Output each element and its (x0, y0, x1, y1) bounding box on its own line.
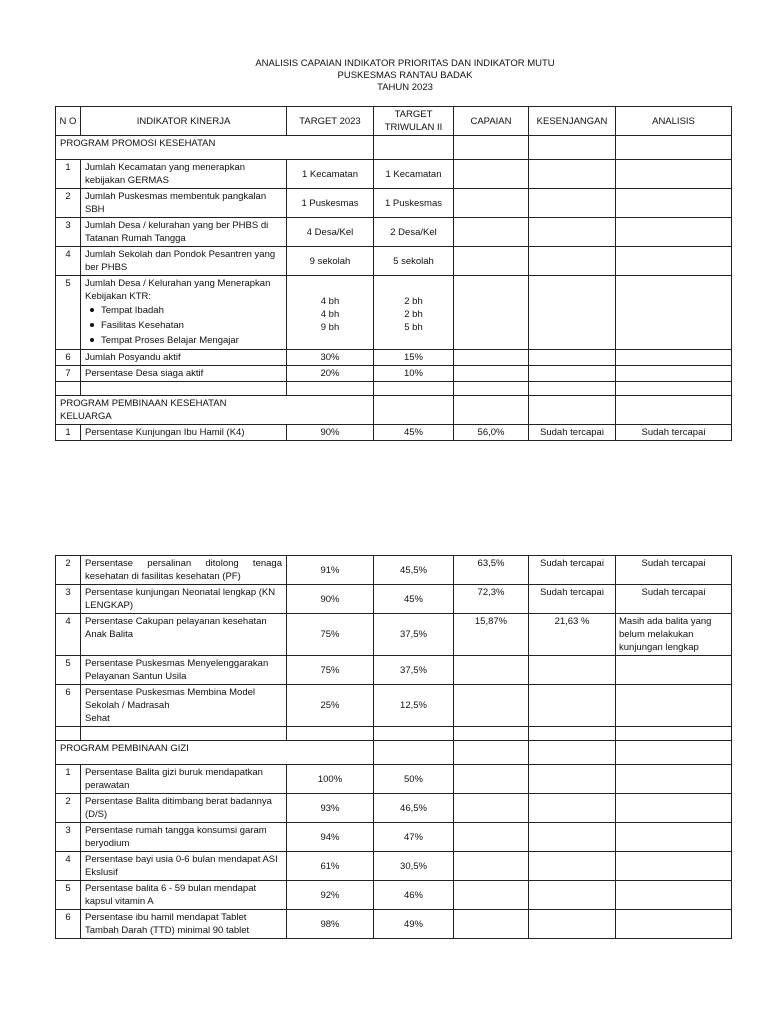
row-triwulan: 2 bh 2 bh 5 bh (374, 276, 454, 350)
row-target: 9 sekolah (287, 247, 374, 276)
row-target: 4 bh 4 bh 9 bh (287, 276, 374, 350)
row-target: 20% (287, 366, 374, 382)
col-header-capaian: CAPAIAN (454, 107, 529, 136)
indikator-table-page-2 (55, 555, 732, 939)
row-triwulan: 49% (374, 910, 454, 939)
row-no: 6 (56, 685, 81, 727)
row-no: 4 (56, 247, 81, 276)
row-triwulan: 1 Puskesmas (374, 189, 454, 218)
empty-row (56, 382, 732, 396)
row-no: 7 (56, 366, 81, 382)
document-title (55, 58, 755, 94)
list-item: Tempat Proses Belajar Mengajar (101, 333, 282, 348)
row-no: 2 (56, 794, 81, 823)
row-indikator: Jumlah Sekolah dan Pondok Pesantren yang ber PHBS (81, 247, 287, 276)
table-row (56, 585, 732, 614)
table-row (56, 366, 732, 382)
row-indikator: Persentase ibu hamil mendapat Tablet Tambah Darah (TTD) minimal 90 tablet (81, 910, 287, 939)
table-row (56, 276, 732, 350)
row-no: 1 (56, 425, 81, 441)
row-triwulan: 46,5% (374, 794, 454, 823)
row-indikator: Persentase balita 6 - 59 bulan mendapat kapsul vitamin A (81, 881, 287, 910)
table-row (56, 823, 732, 852)
row-capaian: 63,5% (454, 556, 529, 585)
row-no: 6 (56, 350, 81, 366)
table-row (56, 910, 732, 939)
ktr-heading: Jumlah Desa / Kelurahan yang Menerapkan Kebijakan KTR: (85, 278, 271, 302)
row-triwulan: 37,5% (374, 614, 454, 656)
row-indikator: Persentase Desa siaga aktif (81, 366, 287, 382)
row-analisis: Sudah tercapai (616, 585, 732, 614)
row-analisis: Sudah tercapai (616, 556, 732, 585)
row-no: 4 (56, 614, 81, 656)
row-target: 1 Kecamatan (287, 160, 374, 189)
table-row (56, 614, 732, 656)
col-header-target-triwulan: TARGET TRIWULAN II (374, 107, 454, 136)
row-target: 94% (287, 823, 374, 852)
row-target: 90% (287, 585, 374, 614)
row-target: 30% (287, 350, 374, 366)
row-indikator: Persentase Puskesmas Menyelenggarakan Pelayanan Santun Usila (81, 656, 287, 685)
row-indikator: Persentase persalinan ditolong tenaga kesehatan di fasilitas kesehatan (PF) (81, 556, 287, 585)
table-row (56, 350, 732, 366)
row-no: 5 (56, 881, 81, 910)
row-target: 92% (287, 881, 374, 910)
row-triwulan: 5 sekolah (374, 247, 454, 276)
row-target: 75% (287, 614, 374, 656)
row-indikator: Jumlah Desa / kelurahan yang ber PHBS di Tatanan Rumah Tangga (81, 218, 287, 247)
row-triwulan: 46% (374, 881, 454, 910)
row-no: 4 (56, 852, 81, 881)
row-target: 98% (287, 910, 374, 939)
section-row (56, 741, 732, 765)
row-capaian: 15,87% (454, 614, 529, 656)
section-row (56, 136, 732, 160)
section-title-gizi: PROGRAM PEMBINAAN GIZI (56, 741, 374, 765)
table-row (56, 218, 732, 247)
row-triwulan: 45% (374, 585, 454, 614)
col-header-kesenjangan: KESENJANGAN (529, 107, 616, 136)
list-item: Fasilitas Kesehatan (101, 318, 282, 333)
row-no: 5 (56, 656, 81, 685)
row-indikator: Jumlah Kecamatan yang menerapkan kebijakan GERMAS (81, 160, 287, 189)
row-no: 2 (56, 556, 81, 585)
table-row (56, 189, 732, 218)
row-indikator: Persentase Cakupan pelayanan kesehatan Anak Balita (81, 614, 287, 656)
row-triwulan: 1 Kecamatan (374, 160, 454, 189)
row-analisis: Sudah tercapai (616, 425, 732, 441)
table-row (56, 247, 732, 276)
row-triwulan: 10% (374, 366, 454, 382)
row-indikator: Persentase rumah tangga konsumsi garam beryodium (81, 823, 287, 852)
row-kesenjangan: 21,63 % (529, 614, 616, 656)
row-analisis: Masih ada balita yang belum melakukan kunjungan lengkap (616, 614, 732, 656)
table-row (56, 425, 732, 441)
table-row (56, 765, 732, 794)
row-kesenjangan: Sudah tercapai (529, 585, 616, 614)
row-target: 91% (287, 556, 374, 585)
row-indikator: Persentase Balita ditimbang berat badannya (D/S) (81, 794, 287, 823)
row-target: 75% (287, 656, 374, 685)
row-triwulan: 30,5% (374, 852, 454, 881)
row-indikator: Persentase Balita gizi buruk mendapatkan perawatan (81, 765, 287, 794)
list-item: Tempat Ibadah (101, 303, 282, 318)
table-row (56, 160, 732, 189)
table-row (56, 852, 732, 881)
row-kesenjangan: Sudah tercapai (529, 556, 616, 585)
row-triwulan: 45% (374, 425, 454, 441)
row-no: 1 (56, 765, 81, 794)
row-target: 93% (287, 794, 374, 823)
table-row (56, 794, 732, 823)
row-no: 6 (56, 910, 81, 939)
row-no: 3 (56, 218, 81, 247)
row-indikator: Jumlah Puskesmas membentuk pangkalan SBH (81, 189, 287, 218)
row-capaian: 56,0% (454, 425, 529, 441)
table-row (56, 685, 732, 727)
row-no: 1 (56, 160, 81, 189)
row-triwulan: 47% (374, 823, 454, 852)
row-indikator: Persentase kunjungan Neonatal lengkap (KN LENGKAP) (81, 585, 287, 614)
row-indikator (81, 276, 287, 350)
row-triwulan: 12,5% (374, 685, 454, 727)
row-no: 2 (56, 189, 81, 218)
row-triwulan: 2 Desa/Kel (374, 218, 454, 247)
col-header-indikator: INDIKATOR KINERJA (81, 107, 287, 136)
title-line-2: PUSKESMAS RANTAU BADAK (337, 70, 473, 81)
row-triwulan: 50% (374, 765, 454, 794)
title-line-1: ANALISIS CAPAIAN INDIKATOR PRIORITAS DAN INDIKATOR MUTU (255, 58, 555, 69)
row-indikator: Persentase Puskesmas Membina Model Sekolah / Madrasah Sehat (81, 685, 287, 727)
table-row (56, 656, 732, 685)
section-title-keluarga: PROGRAM PEMBINAAN KESEHATAN KELUARGA (56, 396, 374, 425)
row-indikator: Jumlah Posyandu aktif (81, 350, 287, 366)
row-capaian: 72,3% (454, 585, 529, 614)
col-header-target-2023: TARGET 2023 (287, 107, 374, 136)
row-no: 3 (56, 585, 81, 614)
row-no: 5 (56, 276, 81, 350)
row-target: 90% (287, 425, 374, 441)
row-indikator: Persentase bayi usia 0-6 bulan mendapat ASI Ekslusif (81, 852, 287, 881)
row-target: 61% (287, 852, 374, 881)
row-triwulan: 45,5% (374, 556, 454, 585)
row-target: 25% (287, 685, 374, 727)
table-row (56, 556, 732, 585)
row-triwulan: 15% (374, 350, 454, 366)
section-row (56, 396, 732, 425)
row-triwulan: 37,5% (374, 656, 454, 685)
row-indikator: Persentase Kunjungan Ibu Hamil (K4) (81, 425, 287, 441)
col-header-analisis: ANALISIS (616, 107, 732, 136)
indikator-table-page-1 (55, 106, 732, 441)
section-title-promosi: PROGRAM PROMOSI KESEHATAN (56, 136, 374, 160)
title-line-3: TAHUN 2023 (377, 82, 433, 93)
row-target: 100% (287, 765, 374, 794)
row-target: 4 Desa/Kel (287, 218, 374, 247)
row-no: 3 (56, 823, 81, 852)
table-header-row (56, 107, 732, 136)
row-kesenjangan: Sudah tercapai (529, 425, 616, 441)
row-target: 1 Puskesmas (287, 189, 374, 218)
ktr-list (85, 303, 282, 348)
table-row (56, 881, 732, 910)
col-header-no: N O (56, 107, 81, 136)
empty-row (56, 727, 732, 741)
